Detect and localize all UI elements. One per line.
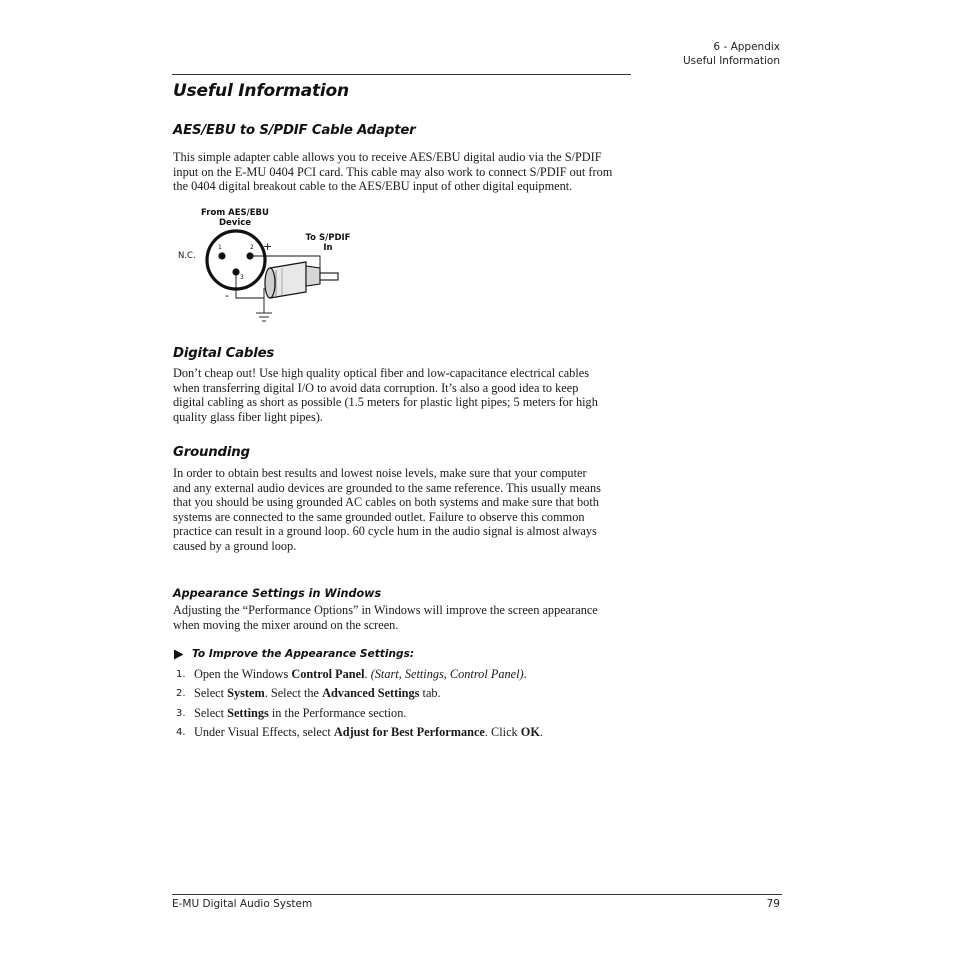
paragraph-line: caused by a ground loop. [173, 538, 297, 553]
step-1 [176, 667, 527, 682]
page-title: Useful Information [173, 81, 349, 101]
paragraph-line: Adjusting the “Performance Options” in Windows will improve the screen appearance [173, 603, 598, 617]
step-bold: Advanced Settings [322, 686, 420, 700]
step-text: . Select the [264, 686, 323, 700]
step-bold: System [227, 686, 265, 700]
step-text: . [364, 667, 371, 681]
paragraph-line: when transferring digital I/O to avoid data corruption. It’s also a good idea to keep [173, 380, 579, 395]
rca-plug-back [265, 268, 275, 298]
step-3 [176, 706, 406, 721]
to-label-line1: To S/PDIF [305, 233, 351, 243]
cable-adapter-diagram [170, 200, 360, 330]
step-bold: Adjust for Best Performance [333, 725, 485, 739]
header-rule [172, 74, 631, 75]
nc-label: N.C. [178, 251, 196, 261]
appearance-paragraph [173, 603, 643, 632]
footer-rule [172, 894, 782, 895]
step-text: tab. [419, 686, 441, 700]
rca-plug-collar [306, 266, 320, 286]
aes-ebu-paragraph [173, 150, 643, 194]
step-text: . [523, 667, 527, 681]
digital-cables-heading: Digital Cables [173, 346, 275, 361]
running-header-section: Useful Information [682, 55, 780, 67]
grounding-heading: Grounding [173, 445, 250, 460]
appearance-heading: Appearance Settings in Windows [173, 587, 382, 600]
grounding-paragraph [173, 466, 643, 554]
paragraph-line: Don’t cheap out! Use high quality optical fiber and low-capacitance electrical cables [173, 366, 589, 380]
step-italic: (Start, Settings, Control Panel) [370, 667, 524, 681]
procedure-arrow-icon [173, 649, 184, 660]
to-label-line2: In [323, 243, 333, 253]
rca-plug-tip [320, 273, 338, 280]
from-label-line1: From AES/EBU [201, 208, 269, 218]
step-text: in the Performance section. [268, 706, 407, 720]
from-label-line2: Device [218, 218, 252, 228]
paragraph-line: that you should be using grounded AC cables on both systems and make sure that both [173, 495, 599, 510]
paragraph-line: This simple adapter cable allows you to receive AES/EBU digital audio via the S/PDIF [173, 150, 602, 164]
procedure-heading-text: To Improve the Appearance Settings: [192, 648, 415, 660]
paragraph-line: input on the E-MU 0404 PCI card. This cable may also work to connect S/PDIF out from [173, 164, 613, 179]
page-number: 79 [766, 898, 780, 910]
step-number: 1. [176, 669, 186, 680]
step-bold: OK [520, 725, 540, 739]
step-text: Select [194, 706, 228, 720]
step-text: . Click [484, 725, 521, 739]
paragraph-line: and any external audio devices are grounded to the same reference. This usually means [173, 480, 601, 495]
step-number: 4. [176, 727, 186, 738]
step-number: 2. [176, 688, 186, 699]
paragraph-line: digital cabling as short as possible (1.5 meters for plastic light pipes; 5 meters for high [173, 395, 598, 410]
pin1-label: 1 [218, 244, 222, 251]
step-text: Select [194, 686, 228, 700]
step-text: . [539, 725, 543, 739]
step-number: 3. [176, 708, 186, 719]
xlr-pin-1 [218, 252, 225, 259]
paragraph-line: systems are connected to the same grounded outlet. Failure to observe this common [173, 509, 585, 524]
minus-label: - [225, 289, 229, 302]
step-4 [176, 725, 543, 740]
paragraph-line: the 0404 digital breakout cable to the AES/EBU input of other digital equipment. [173, 179, 573, 194]
plus-label: + [263, 240, 273, 253]
aes-ebu-heading: AES/EBU to S/PDIF Cable Adapter [173, 123, 416, 138]
step-text: Open the Windows [194, 667, 292, 681]
step-2 [176, 686, 441, 701]
step-bold: Control Panel [291, 667, 365, 681]
step-bold: Settings [227, 706, 269, 720]
pin3-label: 3 [240, 274, 244, 281]
paragraph-line: quality glass fiber light pipes). [173, 409, 323, 424]
paragraph-line: when moving the mixer around on the screen. [173, 617, 399, 632]
paragraph-line: In order to obtain best results and lowest noise levels, make sure that your computer [173, 466, 587, 480]
digital-cables-paragraph [173, 366, 643, 424]
footer-title: E-MU Digital Audio System [172, 898, 313, 910]
procedure-heading [173, 648, 414, 660]
step-text: Under Visual Effects, select [194, 725, 334, 739]
running-header-chapter: 6 - Appendix [713, 41, 780, 53]
running-header [683, 40, 780, 68]
pin2-label: 2 [250, 244, 254, 251]
paragraph-line: practice can result in a ground loop. 60 cycle hum in the audio signal is almost always [173, 524, 597, 539]
